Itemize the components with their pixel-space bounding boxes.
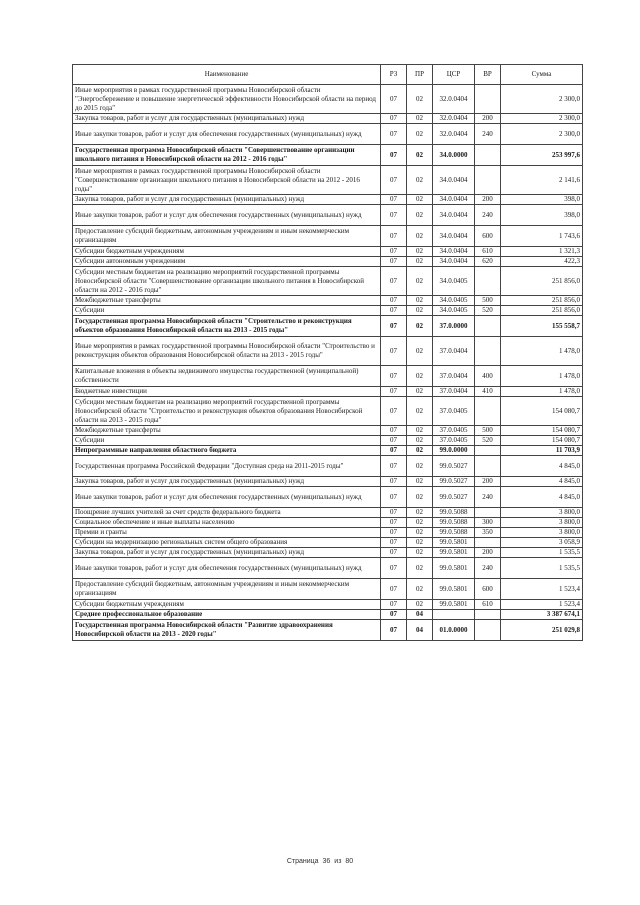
- cell-sum: 1 478,0: [501, 337, 583, 366]
- cell-sum: 1 523,4: [501, 600, 583, 610]
- cell-vr: 520: [475, 436, 501, 446]
- cell-pr: 02: [407, 306, 433, 316]
- cell-name: Среднее профессиональное образование: [73, 610, 381, 620]
- cell-sum: 253 997,6: [501, 145, 583, 166]
- cell-vr: 200: [475, 114, 501, 124]
- cell-sum: 1 321,3: [501, 247, 583, 257]
- cell-rz: 07: [381, 195, 407, 205]
- cell-csr: 99.0.5801: [433, 538, 475, 548]
- cell-sum: 398,0: [501, 205, 583, 226]
- cell-vr: 600: [475, 579, 501, 600]
- cell-sum: 3 800,0: [501, 518, 583, 528]
- header-pr: ПР: [407, 65, 433, 85]
- cell-rz: 07: [381, 124, 407, 145]
- cell-name: Бюджетные инвестиции: [73, 387, 381, 397]
- table-row: [73, 620, 583, 641]
- cell-name: Предоставление субсидий бюджетным, автономным учреждениям и иным некоммерческим организациям: [73, 579, 381, 600]
- cell-csr: 37.0.0404: [433, 337, 475, 366]
- table-row: [73, 426, 583, 436]
- cell-pr: 02: [407, 397, 433, 426]
- cell-vr: 400: [475, 366, 501, 387]
- cell-sum: 2 141,6: [501, 166, 583, 195]
- cell-rz: 07: [381, 397, 407, 426]
- cell-vr: 200: [475, 477, 501, 487]
- cell-rz: 07: [381, 487, 407, 508]
- cell-vr: [475, 620, 501, 641]
- cell-sum: 154 080,7: [501, 436, 583, 446]
- table-row: [73, 558, 583, 579]
- cell-csr: 34.0.0404: [433, 205, 475, 226]
- cell-vr: 300: [475, 518, 501, 528]
- cell-pr: 02: [407, 366, 433, 387]
- cell-name: Закупка товаров, работ и услуг для государственных (муниципальных) нужд: [73, 548, 381, 558]
- cell-vr: [475, 538, 501, 548]
- cell-vr: 240: [475, 124, 501, 145]
- cell-vr: [475, 456, 501, 477]
- cell-name: Иные закупки товаров, работ и услуг для обеспечения государственных (муниципальных) нужд: [73, 124, 381, 145]
- cell-rz: 07: [381, 247, 407, 257]
- cell-vr: [475, 166, 501, 195]
- cell-rz: 07: [381, 306, 407, 316]
- cell-vr: 350: [475, 528, 501, 538]
- cell-csr: 32.0.0404: [433, 85, 475, 114]
- table-row: [73, 487, 583, 508]
- table-row: [73, 508, 583, 518]
- cell-csr: 37.0.0405: [433, 426, 475, 436]
- cell-csr: 32.0.0404: [433, 114, 475, 124]
- table-row: [73, 114, 583, 124]
- cell-name: Субсидии автономным учреждениям: [73, 257, 381, 267]
- cell-vr: 600: [475, 226, 501, 247]
- cell-sum: 2 300,0: [501, 85, 583, 114]
- cell-vr: 200: [475, 548, 501, 558]
- cell-pr: 02: [407, 124, 433, 145]
- table-row: [73, 528, 583, 538]
- cell-pr: 02: [407, 558, 433, 579]
- cell-pr: 02: [407, 600, 433, 610]
- cell-pr: 02: [407, 446, 433, 456]
- cell-rz: 07: [381, 226, 407, 247]
- cell-csr: 37.0.0000: [433, 316, 475, 337]
- cell-name: Иные мероприятия в рамках государственной программы Новосибирской области "Энергосбережение и повышение энергетической эффективности Новосибирской области на период до 2015 года": [73, 85, 381, 114]
- table-row: [73, 397, 583, 426]
- cell-vr: 610: [475, 600, 501, 610]
- cell-pr: 02: [407, 166, 433, 195]
- cell-name: Социальное обеспечение и иные выплаты населению: [73, 518, 381, 528]
- cell-pr: 02: [407, 195, 433, 205]
- table-row: [73, 195, 583, 205]
- cell-rz: 07: [381, 366, 407, 387]
- cell-rz: 07: [381, 337, 407, 366]
- cell-name: Государственная программа Новосибирской области "Совершенствование организации школьного питания в Новосибирской области на 2012 - 2016 годы": [73, 145, 381, 166]
- cell-csr: 99.0.5801: [433, 548, 475, 558]
- cell-rz: 07: [381, 257, 407, 267]
- cell-rz: 07: [381, 528, 407, 538]
- cell-name: Иные закупки товаров, работ и услуг для обеспечения государственных (муниципальных) нужд: [73, 558, 381, 579]
- table-row: [73, 124, 583, 145]
- cell-csr: 99.0.5801: [433, 558, 475, 579]
- cell-sum: 251 029,8: [501, 620, 583, 641]
- cell-sum: 1 535,5: [501, 558, 583, 579]
- cell-rz: 07: [381, 600, 407, 610]
- header-name: Наименование: [73, 65, 381, 85]
- cell-csr: 99.0.5027: [433, 477, 475, 487]
- cell-csr: 37.0.0404: [433, 366, 475, 387]
- cell-sum: 11 703,9: [501, 446, 583, 456]
- cell-rz: 07: [381, 518, 407, 528]
- cell-pr: 02: [407, 426, 433, 436]
- table-row: [73, 366, 583, 387]
- cell-sum: 4 845,0: [501, 477, 583, 487]
- table-row: [73, 387, 583, 397]
- table-row: [73, 145, 583, 166]
- cell-name: Межбюджетные трансферты: [73, 426, 381, 436]
- cell-pr: 02: [407, 508, 433, 518]
- cell-pr: 02: [407, 487, 433, 508]
- cell-name: Субсидии местным бюджетам на реализацию мероприятий государственной программы Новосибирской области "Строительство и реконструкция объектов образования Новосибирской области на 2013 - 2015 годы": [73, 397, 381, 426]
- cell-sum: 1 743,6: [501, 226, 583, 247]
- cell-csr: 34.0.0404: [433, 257, 475, 267]
- cell-sum: 154 080,7: [501, 397, 583, 426]
- cell-rz: 07: [381, 205, 407, 226]
- cell-pr: 02: [407, 518, 433, 528]
- cell-pr: 02: [407, 538, 433, 548]
- cell-vr: 410: [475, 387, 501, 397]
- cell-vr: [475, 446, 501, 456]
- table-row: [73, 267, 583, 296]
- cell-sum: 1 523,4: [501, 579, 583, 600]
- cell-pr: 02: [407, 316, 433, 337]
- cell-name: Субсидии местным бюджетам на реализацию мероприятий государственной программы Новосибирской области "Совершенствование организации школьного питания в Новосибирской области на 2012 - 2016 годы": [73, 267, 381, 296]
- cell-csr: 99.0.5088: [433, 508, 475, 518]
- cell-sum: 251 856,0: [501, 306, 583, 316]
- cell-rz: 07: [381, 610, 407, 620]
- cell-vr: 520: [475, 306, 501, 316]
- cell-name: Поощрение лучших учителей за счет средств федерального бюджета: [73, 508, 381, 518]
- cell-sum: 2 300,0: [501, 124, 583, 145]
- cell-pr: 02: [407, 436, 433, 446]
- cell-name: Государственная программа Новосибирской области "Строительство и реконструкция объектов образования Новосибирской области на 2013 - 2015 годы": [73, 316, 381, 337]
- cell-rz: 07: [381, 267, 407, 296]
- cell-vr: 240: [475, 487, 501, 508]
- cell-rz: 07: [381, 166, 407, 195]
- cell-vr: [475, 316, 501, 337]
- table-row: [73, 337, 583, 366]
- cell-name: Закупка товаров, работ и услуг для государственных (муниципальных) нужд: [73, 195, 381, 205]
- cell-sum: 422,3: [501, 257, 583, 267]
- table-row: [73, 205, 583, 226]
- cell-csr: 99.0.5027: [433, 487, 475, 508]
- table-row: [73, 85, 583, 114]
- cell-csr: 99.0.5027: [433, 456, 475, 477]
- cell-name: Иные мероприятия в рамках государственной программы Новосибирской области "Совершенствование организации школьного питания в Новосибирской области на 2012 - 2016 годы": [73, 166, 381, 195]
- cell-name: Государственная программа Новосибирской области "Развитие здравоохранения Новосибирской области на 2013 - 2020 годы": [73, 620, 381, 641]
- cell-name: Субсидии: [73, 306, 381, 316]
- cell-rz: 07: [381, 579, 407, 600]
- cell-pr: 02: [407, 456, 433, 477]
- cell-pr: 02: [407, 257, 433, 267]
- cell-name: Непрограммные направления областного бюджета: [73, 446, 381, 456]
- table-row: [73, 610, 583, 620]
- cell-rz: 07: [381, 316, 407, 337]
- cell-sum: 1 478,0: [501, 387, 583, 397]
- table-row: [73, 456, 583, 477]
- cell-rz: 07: [381, 477, 407, 487]
- cell-csr: 01.0.0000: [433, 620, 475, 641]
- cell-vr: 620: [475, 257, 501, 267]
- cell-sum: 3 800,0: [501, 508, 583, 518]
- cell-sum: 251 856,0: [501, 267, 583, 296]
- table-row: [73, 257, 583, 267]
- cell-csr: 99.0.0000: [433, 446, 475, 456]
- cell-csr: 99.0.5088: [433, 528, 475, 538]
- cell-name: Иные мероприятия в рамках государственной программы Новосибирской области "Строительство и реконструкция объектов образования Новосибирской области на 2013 - 2015 годы": [73, 337, 381, 366]
- cell-pr: 02: [407, 296, 433, 306]
- cell-pr: 02: [407, 477, 433, 487]
- cell-csr: 34.0.0000: [433, 145, 475, 166]
- table-header-row: [73, 65, 583, 85]
- header-sum: Сумма: [501, 65, 583, 85]
- header-vr: ВР: [475, 65, 501, 85]
- cell-rz: 07: [381, 558, 407, 579]
- cell-sum: 1 478,0: [501, 366, 583, 387]
- table-row: [73, 518, 583, 528]
- table-row: [73, 226, 583, 247]
- cell-name: Закупка товаров, работ и услуг для государственных (муниципальных) нужд: [73, 114, 381, 124]
- budget-table: [72, 64, 583, 641]
- cell-sum: 154 080,7: [501, 426, 583, 436]
- footer-current-page: 36: [322, 858, 331, 865]
- cell-sum: 2 300,0: [501, 114, 583, 124]
- footer-total-pages: 80: [345, 858, 354, 865]
- cell-pr: 02: [407, 579, 433, 600]
- cell-csr: [433, 610, 475, 620]
- table-row: [73, 579, 583, 600]
- cell-csr: 34.0.0405: [433, 306, 475, 316]
- cell-pr: 02: [407, 247, 433, 257]
- cell-pr: 02: [407, 145, 433, 166]
- cell-name: Закупка товаров, работ и услуг для государственных (муниципальных) нужд: [73, 477, 381, 487]
- cell-name: Предоставление субсидий бюджетным, автономным учреждениям и иным некоммерческим организациям: [73, 226, 381, 247]
- cell-rz: 07: [381, 145, 407, 166]
- cell-csr: 34.0.0404: [433, 166, 475, 195]
- cell-sum: 1 535,5: [501, 548, 583, 558]
- cell-vr: [475, 337, 501, 366]
- cell-name: Субсидии бюджетным учреждениям: [73, 600, 381, 610]
- table-row: [73, 600, 583, 610]
- header-rz: РЗ: [381, 65, 407, 85]
- cell-rz: 07: [381, 548, 407, 558]
- cell-sum: 155 558,7: [501, 316, 583, 337]
- cell-csr: 37.0.0405: [433, 397, 475, 426]
- cell-rz: 07: [381, 436, 407, 446]
- cell-rz: 07: [381, 426, 407, 436]
- cell-vr: 500: [475, 296, 501, 306]
- cell-vr: 200: [475, 195, 501, 205]
- cell-rz: 07: [381, 620, 407, 641]
- cell-rz: 07: [381, 538, 407, 548]
- cell-sum: 4 845,0: [501, 456, 583, 477]
- cell-name: Иные закупки товаров, работ и услуг для обеспечения государственных (муниципальных) нужд: [73, 205, 381, 226]
- cell-rz: 07: [381, 508, 407, 518]
- footer-page-word: Страница: [286, 858, 319, 865]
- cell-name: Межбюджетные трансферты: [73, 296, 381, 306]
- cell-rz: 07: [381, 296, 407, 306]
- table-row: [73, 538, 583, 548]
- cell-pr: 02: [407, 205, 433, 226]
- cell-sum: 3 800,0: [501, 528, 583, 538]
- cell-sum: 398,0: [501, 195, 583, 205]
- cell-sum: 4 845,0: [501, 487, 583, 508]
- cell-vr: [475, 267, 501, 296]
- table-row: [73, 306, 583, 316]
- cell-csr: 34.0.0405: [433, 267, 475, 296]
- cell-csr: 34.0.0405: [433, 296, 475, 306]
- table-row: [73, 436, 583, 446]
- cell-vr: 500: [475, 426, 501, 436]
- table-row: [73, 316, 583, 337]
- cell-name: Иные закупки товаров, работ и услуг для обеспечения государственных (муниципальных) нужд: [73, 487, 381, 508]
- cell-vr: 240: [475, 205, 501, 226]
- cell-name: Субсидии бюджетным учреждениям: [73, 247, 381, 257]
- cell-name: Государственная программа Российской Федерации "Доступная среда на 2011-2015 годы": [73, 456, 381, 477]
- cell-vr: [475, 610, 501, 620]
- table-body: [73, 85, 583, 641]
- cell-vr: 240: [475, 558, 501, 579]
- page-footer: [0, 858, 640, 865]
- cell-pr: 02: [407, 548, 433, 558]
- cell-pr: 02: [407, 226, 433, 247]
- table-row: [73, 548, 583, 558]
- cell-vr: [475, 145, 501, 166]
- cell-sum: 3 387 674,1: [501, 610, 583, 620]
- cell-name: Субсидии: [73, 436, 381, 446]
- cell-rz: 07: [381, 456, 407, 477]
- cell-pr: 02: [407, 528, 433, 538]
- cell-pr: 02: [407, 337, 433, 366]
- cell-pr: 04: [407, 610, 433, 620]
- cell-csr: 34.0.0404: [433, 226, 475, 247]
- cell-csr: 99.0.5801: [433, 600, 475, 610]
- cell-csr: 37.0.0404: [433, 387, 475, 397]
- cell-vr: [475, 508, 501, 518]
- footer-of-word: из: [334, 858, 342, 865]
- cell-vr: 610: [475, 247, 501, 257]
- cell-csr: 34.0.0404: [433, 195, 475, 205]
- cell-vr: [475, 85, 501, 114]
- header-csr: ЦСР: [433, 65, 475, 85]
- cell-rz: 07: [381, 85, 407, 114]
- cell-sum: 3 058,9: [501, 538, 583, 548]
- table-row: [73, 296, 583, 306]
- cell-pr: 02: [407, 114, 433, 124]
- cell-pr: 02: [407, 267, 433, 296]
- cell-rz: 07: [381, 114, 407, 124]
- cell-pr: 04: [407, 620, 433, 641]
- cell-csr: 99.0.5088: [433, 518, 475, 528]
- cell-sum: 251 856,0: [501, 296, 583, 306]
- cell-name: Капитальные вложения в объекты недвижимого имущества государственной (муниципальной) собственности: [73, 366, 381, 387]
- cell-name: Субсидии на модернизацию региональных систем общего образования: [73, 538, 381, 548]
- table-row: [73, 477, 583, 487]
- table-row: [73, 446, 583, 456]
- cell-csr: 34.0.0404: [433, 247, 475, 257]
- cell-pr: 02: [407, 387, 433, 397]
- cell-csr: 37.0.0405: [433, 436, 475, 446]
- table-row: [73, 166, 583, 195]
- cell-name: Премии и гранты: [73, 528, 381, 538]
- cell-csr: 99.0.5801: [433, 579, 475, 600]
- cell-rz: 07: [381, 387, 407, 397]
- cell-rz: 07: [381, 446, 407, 456]
- cell-csr: 32.0.0404: [433, 124, 475, 145]
- cell-pr: 02: [407, 85, 433, 114]
- cell-vr: [475, 397, 501, 426]
- table-row: [73, 247, 583, 257]
